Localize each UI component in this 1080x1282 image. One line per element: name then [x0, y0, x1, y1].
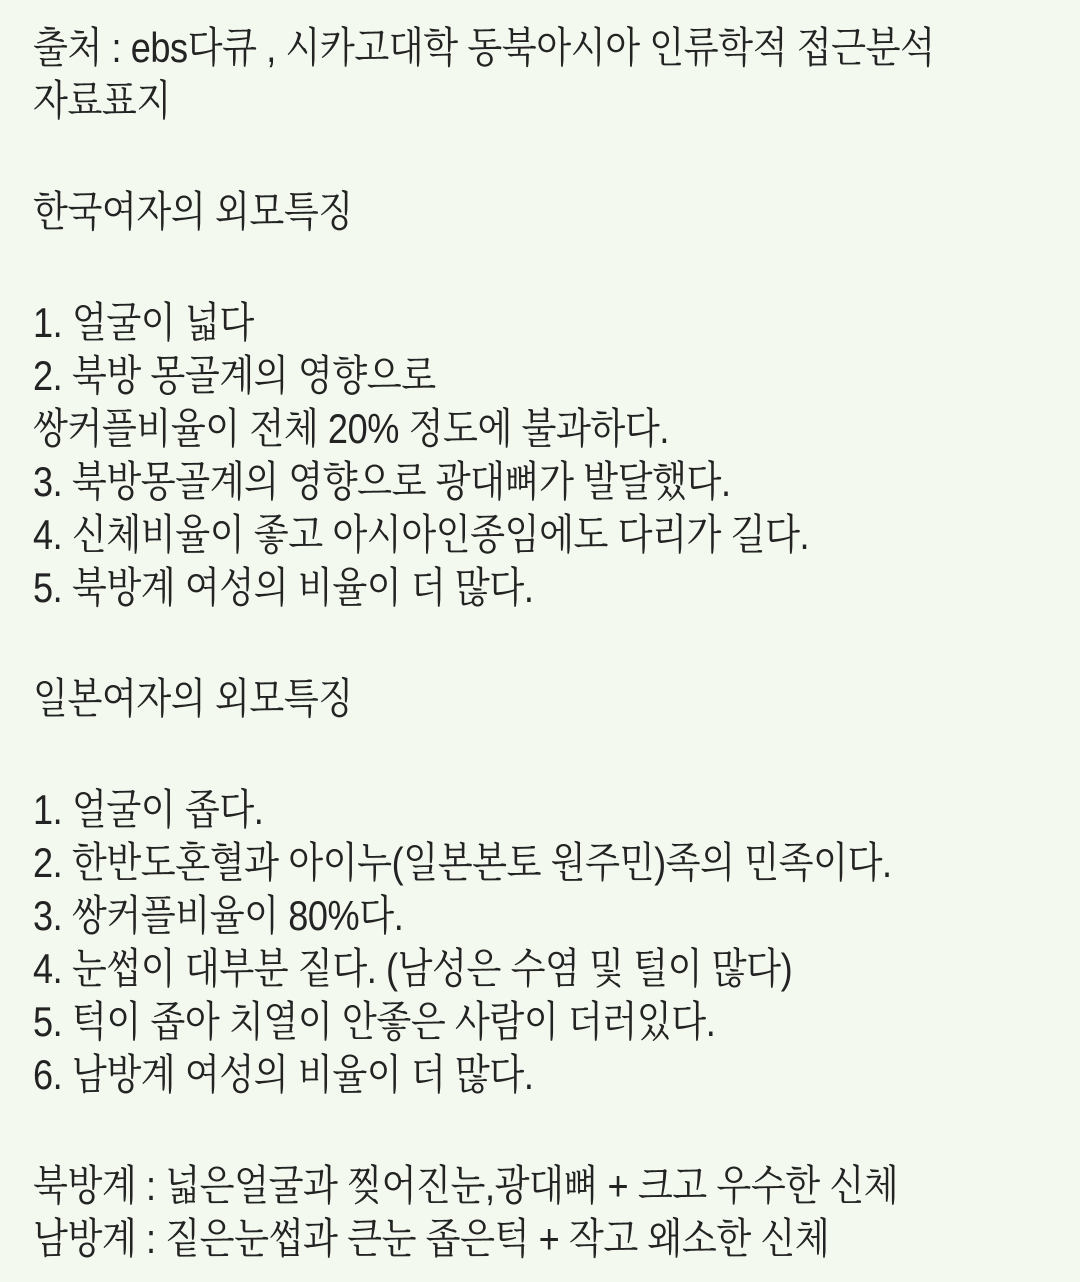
korea-list-item-4: 4. 신체비율이 좋고 아시아인종임에도 다리가 길다. [33, 511, 810, 558]
blank-line [33, 725, 1060, 783]
japan-list-item-3: 3. 쌍커플비율이 80%다. [33, 892, 404, 939]
japan-section-heading: 일본여자의 외모특징 [33, 675, 353, 722]
blank-line [33, 238, 1060, 296]
source-line-1: 출처 : ebs다큐 , 시카고대학 동북아시아 인류학적 접근분석 [33, 24, 935, 71]
korea-list-item-3: 3. 북방몽골계의 영향으로 광대뼈가 발달했다. [33, 458, 731, 505]
japan-list-item-2: 2. 한반도혼혈과 아이누(일본본토 원주민)족의 민족이다. [33, 839, 892, 886]
blank-line [33, 127, 1060, 185]
source-line-2: 자료표지 [33, 77, 171, 124]
summary-southern-line: 남방계 : 짙은눈썹과 큰눈 좁은턱 + 작고 왜소한 신체 [33, 1215, 830, 1262]
blank-line [33, 614, 1060, 672]
japan-list-item-5: 5. 턱이 좁아 치열이 안좋은 사람이 더러있다. [33, 998, 716, 1045]
japan-list-item-1: 1. 얼굴이 좁다. [33, 786, 264, 833]
summary-northern-line: 북방계 : 넓은얼굴과 찢어진눈,광대뼈 + 크고 우수한 신체 [33, 1162, 899, 1209]
japan-list-item-6: 6. 남방계 여성의 비율이 더 많다. [33, 1051, 534, 1098]
korea-list-item-1: 1. 얼굴이 넓다 [33, 299, 254, 346]
korea-list-item-2-continued: 쌍커플비율이 전체 20% 정도에 불과하다. [33, 405, 669, 452]
japan-list-item-4: 4. 눈썹이 대부분 짙다. (남성은 수염 및 털이 많다) [33, 945, 793, 992]
korea-list-item-2: 2. 북방 몽골계의 영향으로 [33, 352, 436, 399]
blank-line [33, 1101, 1060, 1159]
korea-section-heading: 한국여자의 외모특징 [33, 188, 353, 235]
korea-list-item-5: 5. 북방계 여성의 비율이 더 많다. [33, 564, 534, 611]
